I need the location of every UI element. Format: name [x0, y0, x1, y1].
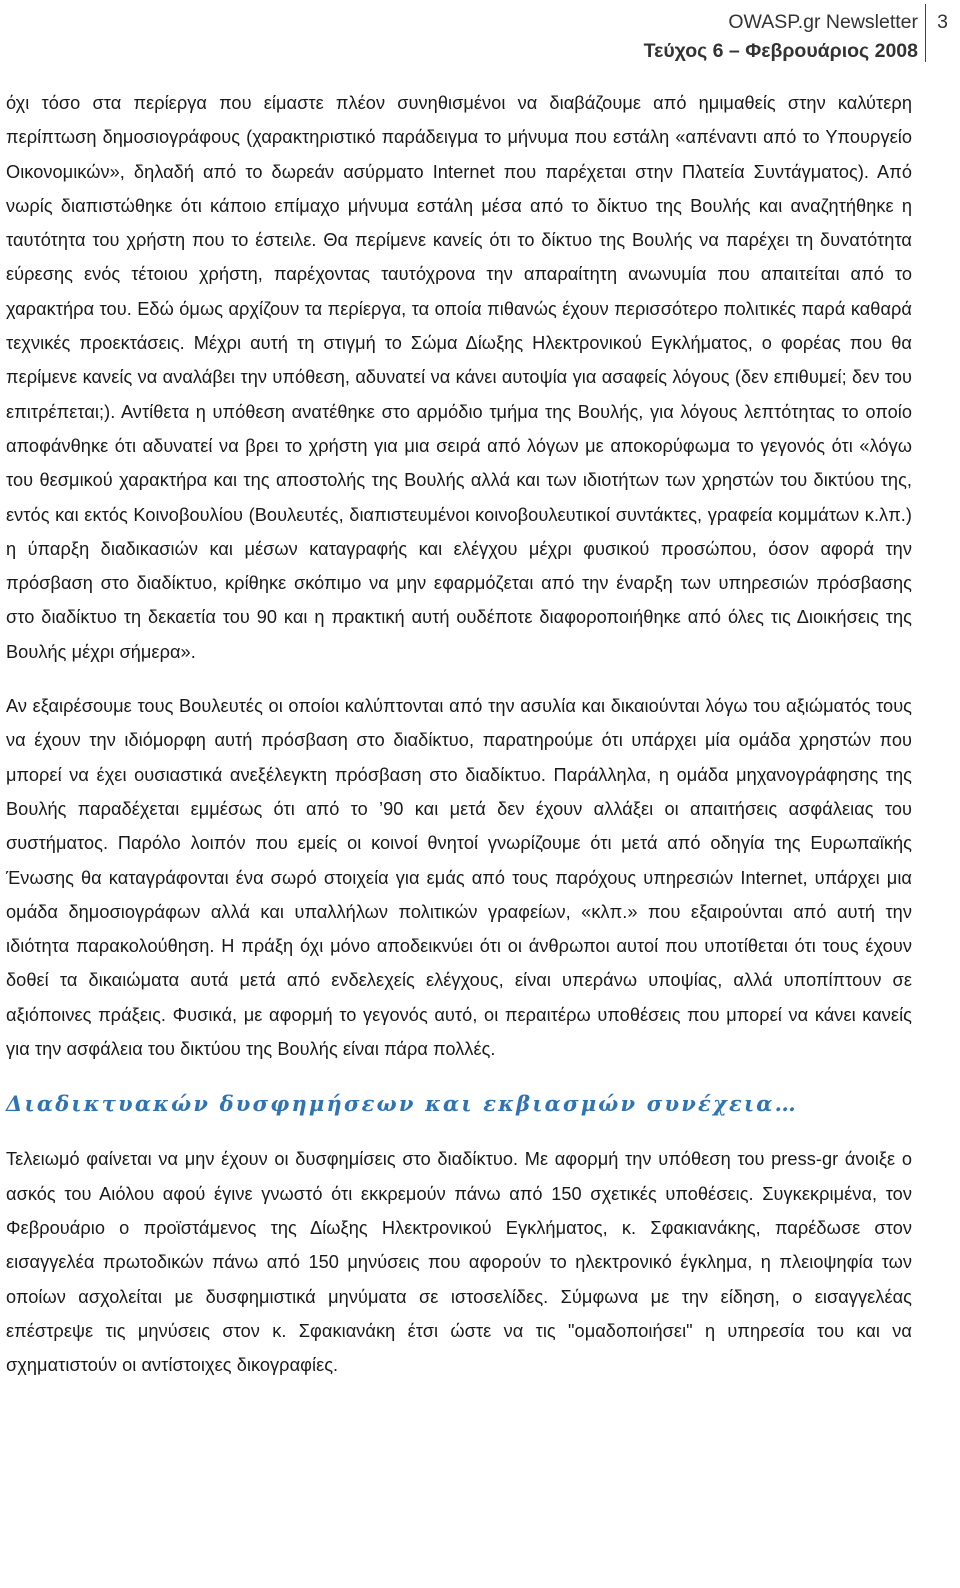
newsletter-title: OWASP.gr Newsletter: [728, 11, 918, 33]
body-paragraph-1: όχι τόσο στα περίεργα που είμαστε πλέον συνηθισμένοι να διαβάζουμε από ημιμαθείς στην καλύτερη περίπτωση δημοσιογράφους (χαρακτηριστικό παράδειγμα το μήνυμα που εστάλη «απέναντι από το Υπουργείο Οικονομικών», δηλαδή από το δωρεάν ασύρματο Internet που παρέχεται στην Πλατεία Συντάγματος). Από νωρίς διαπιστώθηκε ότι κάποιο επίμαχο μήνυμα εστάλη μέσα από το δίκτυο της Βουλής και αναζητήθηκε η ταυτότητα του χρήστη που το έστειλε. Θα περίμενε κανείς ότι το δίκτυο της Βουλής να παρέχει τη δυνατότητα εύρεσης ενός τέτοιου χρήστη, παρέχοντας ταυτόχρονα την απαραίτητη ανωνυμία που απαιτείται από το χαρακτήρα του. Εδώ όμως αρχίζουν τα περίεργα, τα οποία πιθανώς έχουν περισσότερο πολιτικές παρά καθαρά τεχνικές προεκτάσεις. Μέχρι αυτή τη στιγμή το Σώμα Δίωξης Ηλεκτρονικού Εγκλήματος, ο φορέας που θα περίμενε κανείς να αναλάβει την υπόθεση, αδυνατεί να κάνει αυτοψία για ασαφείς λόγους (δεν επιθυμεί; δεν του επιτρέπεται;). Αντίθετα η υπόθεση ανατέθηκε στο αρμόδιο τμήμα της Βουλής, για λόγους λεπτότητας το οποίο αποφάνθηκε ότι αδυνατεί να βρει το χρήστη για μια σειρά από λόγων με αποκορύφωμα το γεγονός ότι «λόγω του θεσμικού χαρακτήρα και της αποστολής της Βουλής αλλά και των ιδιοτήτων των χρηστών του δικτύου της, εντός και εκτός Κοινοβουλίου (Βουλευτές, διαπιστευμένοι κοινοβουλευτικοί συντάκτες, γραφεία κομμάτων κ.λπ.) η ύπαρξη διαδικασιών και μέσων καταγραφής και ελέγχου μέχρι φυσικού προσώπου, όσον αφορά την πρόσβαση στο διαδίκτυο, κρίθηκε σκόπιμο να μην εφαρμόζεται από την έναρξη των υπηρεσιών πρόσβασης στο διαδίκτυο τη δεκαετία του 90 και η πρακτική αυτή ουδέποτε διαφοροποιήθηκε από όλες τις Διοικήσεις της Βουλής μέχρι σήμερα».: [6, 93, 912, 662]
page-header: [0, 4, 960, 64]
body-paragraph-2: Αν εξαιρέσουμε τους Βουλευτές οι οποίοι καλύπτονται από την ασυλία και δικαιούνται λόγω του αξιώματός τους να έχουν την ιδιόμορφη αυτή πρόσβαση στο διαδίκτυο, παρατηρούμε ότι υπάρχει μία ομάδα χρηστών που μπορεί να έχει ουσιαστικά ανεξέλεγκτη πρόσβαση στο διαδίκτυο. Παράλληλα, η ομάδα μηχανογράφησης της Βουλής παραδέχεται εμμέσως ότι από το ’90 και μετά δεν έχουν αλλάξει οι απαιτήσεις ασφάλειας του συστήματος. Παρόλο λοιπόν που εμείς οι κοινοί θνητοί γνωρίζουμε ότι μετά από οδηγία της Ευρωπαϊκής Ένωσης θα καταγράφονται ένα σωρό στοιχεία για εμάς από τους παρόχους υπηρεσιών Internet, υπάρχει μια ομάδα δημοσιογράφων αλλά και υπαλλήλων πολιτικών γραφείων, «κλπ.» που εξαιρούνται από αυτή την ιδιότητα παρακολούθηση. Η πράξη όχι μόνο αποδεικνύει ότι οι άνθρωποι αυτοί που υποτίθεται ότι τους έχουν δοθεί τα δικαιώματα αυτά μετά από ενδελεχείς ελέγχους, είναι υπεράνω υποψίας, αλλά υποπίπτουν σε αξιόποινες πράξεις. Φυσικά, με αφορμή το γεγονός αυτό, οι περαιτέρω υποθέσεις που μπορεί να κάνει κανείς για την ασφάλεια του δικτύου της Βουλής είναι πάρα πολλές.: [6, 696, 912, 1060]
page-number: 3: [937, 11, 948, 33]
header-divider: [925, 4, 926, 62]
article-body: [6, 86, 912, 1382]
newsletter-masthead: [644, 8, 918, 66]
section-heading: Διαδικτυακών δυσφημήσεων και εκβιασμών συνέχεια…: [6, 1091, 798, 1117]
issue-label: Τεύχος 6 – Φεβρουάριος 2008: [643, 40, 918, 62]
body-paragraph-3: Τελειωμό φαίνεται να μην έχουν οι δυσφημίσεις στο διαδίκτυο. Με αφορμή την υπόθεση του press-gr άνοιξε ο ασκός του Αιόλου αφού έγινε γνωστό ότι εκκρεμούν πάνω από 150 σχετικές υποθέσεις. Συγκεκριμένα, τον Φεβρουάριο ο προϊστάμενος της Δίωξης Ηλεκτρονικού Εγκλήματος, κ. Σφακιανάκης, παρέδωσε στον εισαγγελέα πρωτοδικών πάνω από 150 μηνύσεις που αφορούν το ηλεκτρονικό έγκλημα, η πλειοψηφία των οποίων ασχολείται με δυσφημιστικά μηνύματα σε ιστοσελίδες. Σύμφωνα με την είδηση, ο εισαγγελέας επέστρεψε τις μηνύσεις στον κ. Σφακιανάκη έτσι ώστε να τις "ομαδοποιήσει" η υπηρεσία του και να σχηματιστούν οι αντίστοιχες δικογραφίες.: [6, 1149, 912, 1376]
